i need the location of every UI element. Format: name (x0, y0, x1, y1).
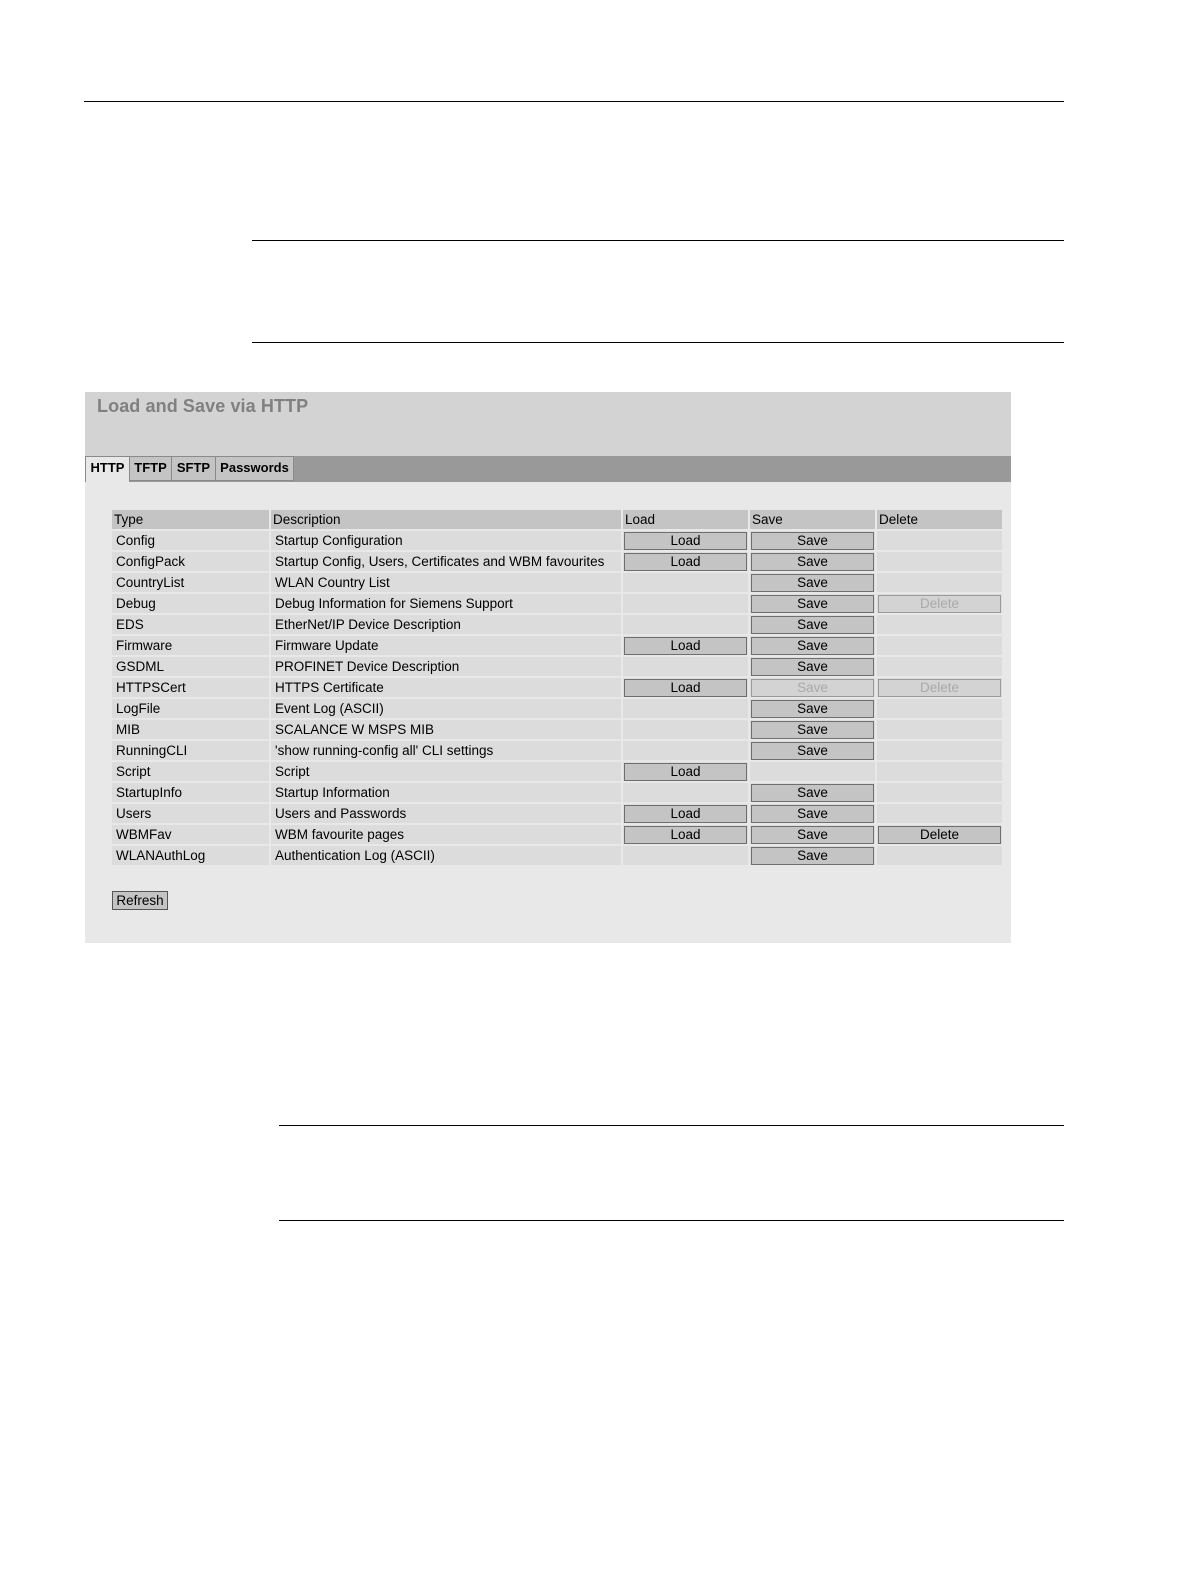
save-button[interactable]: Save (751, 637, 874, 655)
cell-type: LogFile (112, 699, 269, 718)
cell-delete (877, 615, 1002, 634)
files-table (110, 508, 1004, 867)
load-button[interactable]: Load (624, 826, 747, 844)
load-button[interactable]: Load (624, 805, 747, 823)
cell-save (750, 615, 875, 634)
cell-save (750, 720, 875, 739)
cell-load (623, 783, 748, 802)
table-row (112, 846, 1002, 865)
cell-load (623, 741, 748, 760)
cell-type: Debug (112, 594, 269, 613)
cell-save (750, 846, 875, 865)
cell-save (750, 783, 875, 802)
table-row (112, 573, 1002, 592)
cell-delete (877, 762, 1002, 781)
table-row (112, 636, 1002, 655)
cell-load (623, 531, 748, 550)
save-button[interactable]: Save (751, 847, 874, 865)
column-header-load: Load (623, 510, 748, 529)
cell-description: Firmware Update (271, 636, 621, 655)
cell-save (750, 594, 875, 613)
cell-type: Firmware (112, 636, 269, 655)
cell-description: Users and Passwords (271, 804, 621, 823)
cell-type: ConfigPack (112, 552, 269, 571)
cell-description: EtherNet/IP Device Description (271, 615, 621, 634)
delete-button: Delete (878, 595, 1001, 613)
cell-load (623, 699, 748, 718)
cell-load (623, 678, 748, 697)
cell-delete (877, 636, 1002, 655)
note2-bottom-rule (279, 1220, 1064, 1221)
cell-load (623, 552, 748, 571)
cell-save (750, 762, 875, 781)
cell-save (750, 552, 875, 571)
cell-description: 'show running-config all' CLI settings (271, 741, 621, 760)
tab-sftp[interactable]: SFTP (171, 456, 216, 481)
cell-delete (877, 846, 1002, 865)
cell-delete (877, 741, 1002, 760)
save-button[interactable]: Save (751, 574, 874, 592)
save-button[interactable]: Save (751, 595, 874, 613)
cell-type: Script (112, 762, 269, 781)
cell-type: WBMFav (112, 825, 269, 844)
cell-type: HTTPSCert (112, 678, 269, 697)
cell-description: Script (271, 762, 621, 781)
table-row (112, 762, 1002, 781)
cell-load (623, 657, 748, 676)
load-save-window (85, 392, 1011, 943)
cell-description: Authentication Log (ASCII) (271, 846, 621, 865)
table-body (112, 531, 1002, 865)
tab-tftp[interactable]: TFTP (129, 456, 172, 481)
cell-load (623, 804, 748, 823)
cell-description: Debug Information for Siemens Support (271, 594, 621, 613)
cell-load (623, 825, 748, 844)
tab-bar (85, 456, 1011, 482)
table-row (112, 615, 1002, 634)
cell-save (750, 699, 875, 718)
page-header-rule (84, 101, 1064, 102)
cell-description: SCALANCE W MSPS MIB (271, 720, 621, 739)
cell-type: WLANAuthLog (112, 846, 269, 865)
load-button[interactable]: Load (624, 679, 747, 697)
table-row (112, 531, 1002, 550)
cell-delete (877, 594, 1002, 613)
cell-save (750, 531, 875, 550)
note2-top-rule (279, 1125, 1064, 1126)
delete-button: Delete (878, 679, 1001, 697)
column-header-delete: Delete (877, 510, 1002, 529)
save-button[interactable]: Save (751, 826, 874, 844)
column-header-save: Save (750, 510, 875, 529)
cell-save (750, 741, 875, 760)
cell-type: GSDML (112, 657, 269, 676)
tab-http[interactable]: HTTP (85, 456, 130, 482)
cell-load (623, 762, 748, 781)
save-button[interactable]: Save (751, 532, 874, 550)
cell-type: CountryList (112, 573, 269, 592)
table-row (112, 825, 1002, 844)
table-row (112, 678, 1002, 697)
cell-load (623, 720, 748, 739)
cell-delete (877, 783, 1002, 802)
cell-load (623, 594, 748, 613)
cell-load (623, 615, 748, 634)
delete-button[interactable]: Delete (878, 826, 1001, 844)
cell-save (750, 657, 875, 676)
save-button[interactable]: Save (751, 784, 874, 802)
cell-description: WLAN Country List (271, 573, 621, 592)
cell-delete (877, 657, 1002, 676)
column-header-type: Type (112, 510, 269, 529)
cell-type: StartupInfo (112, 783, 269, 802)
cell-save (750, 573, 875, 592)
cell-type: RunningCLI (112, 741, 269, 760)
save-button[interactable]: Save (751, 700, 874, 718)
cell-save (750, 678, 875, 697)
table-row (112, 783, 1002, 802)
cell-save (750, 636, 875, 655)
table-row (112, 741, 1002, 760)
cell-load (623, 846, 748, 865)
note-bottom-rule (252, 342, 1064, 343)
table-row (112, 699, 1002, 718)
cell-description: Startup Config, Users, Certificates and WBM favourites (271, 552, 621, 571)
cell-load (623, 636, 748, 655)
load-button[interactable]: Load (624, 532, 747, 550)
cell-delete (877, 552, 1002, 571)
cell-description: WBM favourite pages (271, 825, 621, 844)
cell-delete (877, 804, 1002, 823)
cell-delete (877, 573, 1002, 592)
save-button[interactable]: Save (751, 721, 874, 739)
column-header-description: Description (271, 510, 621, 529)
table-row (112, 657, 1002, 676)
load-button[interactable]: Load (624, 637, 747, 655)
load-button[interactable]: Load (624, 763, 747, 781)
cell-type: Users (112, 804, 269, 823)
cell-delete (877, 720, 1002, 739)
table-row (112, 720, 1002, 739)
save-button[interactable]: Save (751, 616, 874, 634)
cell-type: MIB (112, 720, 269, 739)
cell-description: Startup Configuration (271, 531, 621, 550)
cell-save (750, 804, 875, 823)
cell-delete (877, 678, 1002, 697)
cell-delete (877, 825, 1002, 844)
cell-type: EDS (112, 615, 269, 634)
cell-description: PROFINET Device Description (271, 657, 621, 676)
table-row (112, 552, 1002, 571)
save-button[interactable]: Save (751, 658, 874, 676)
save-button[interactable]: Save (751, 742, 874, 760)
tab-passwords[interactable]: Passwords (215, 456, 294, 481)
window-header (85, 392, 1011, 456)
cell-description: HTTPS Certificate (271, 678, 621, 697)
table-row (112, 804, 1002, 823)
cell-delete (877, 531, 1002, 550)
note-top-rule (252, 240, 1064, 241)
save-button[interactable]: Save (751, 805, 874, 823)
cell-type: Config (112, 531, 269, 550)
page-title: Load and Save via HTTP (97, 396, 309, 416)
cell-save (750, 825, 875, 844)
cell-description: Startup Information (271, 783, 621, 802)
cell-delete (877, 699, 1002, 718)
load-button[interactable]: Load (624, 553, 747, 571)
refresh-button[interactable]: Refresh (112, 891, 168, 910)
save-button: Save (751, 679, 874, 697)
save-button[interactable]: Save (751, 553, 874, 571)
cell-description: Event Log (ASCII) (271, 699, 621, 718)
table-row (112, 594, 1002, 613)
cell-load (623, 573, 748, 592)
table-header-row (112, 510, 1002, 529)
